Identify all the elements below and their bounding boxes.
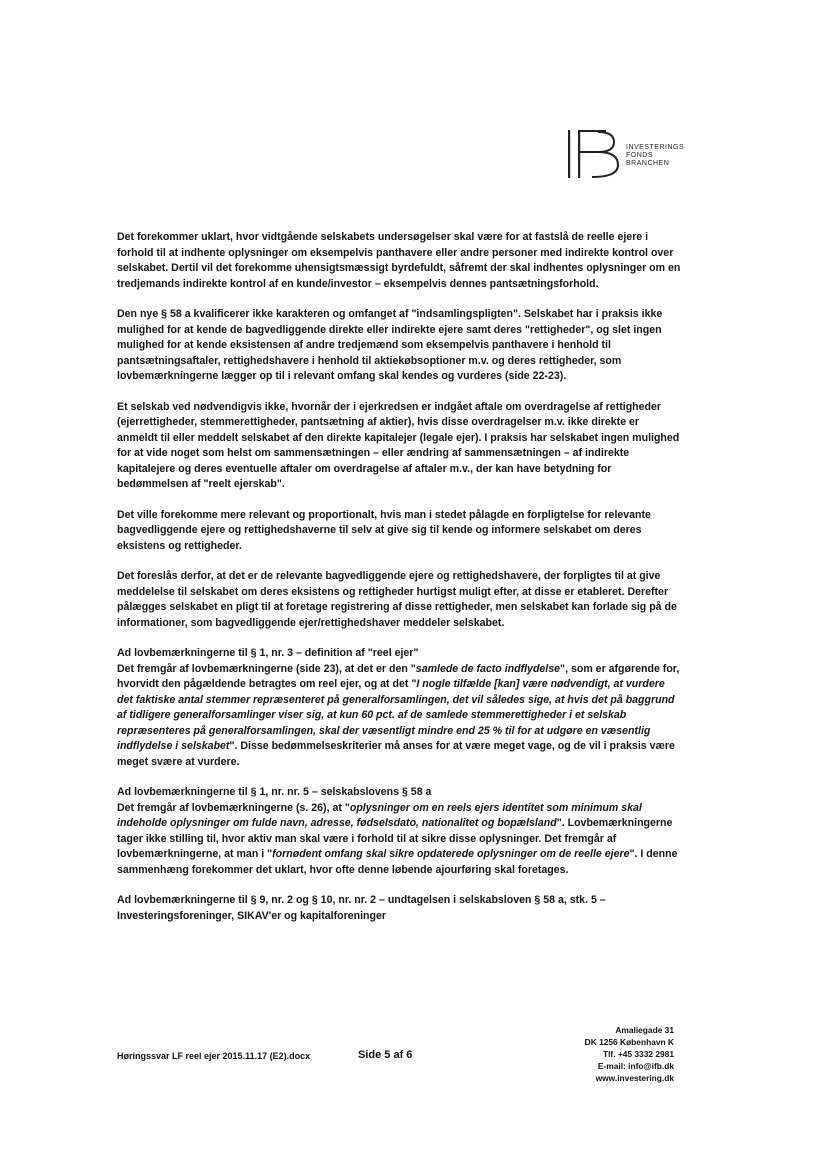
section-text-58a [117, 801, 682, 879]
footer-address [585, 1024, 674, 1084]
ifb-logo-wordmark [626, 144, 684, 168]
footer-filename: Høringssvar LF reel ejer 2015.11.17 (E2).docx [117, 1051, 311, 1061]
address-city: DK 1256 København K [584, 1037, 674, 1047]
section-heading-58a: Ad lovbemærkningerne til § 1, nr. nr. 5 – selskabslovens § 58 a [117, 786, 432, 798]
address-phone: Tlf. +45 3332 2981 [602, 1049, 674, 1059]
logo-line-2: FONDS [626, 152, 653, 159]
quote-run: I nogle tilfælde [kan] være nødvendigt, at vurdere det faktiske antal stemmer repræsenteret på generalforsamlingen, det vil således sige, at hvis det på baggrund af tidligere generalforsamlinger viser sig, at kun 60 pct. af de samlede stemmerettigheder i et selskab repræsenteres på generalforsamlingen, skal der væsentligt mindre end 25 % til for at udgøre en væsentlig indflydelse i selskabet [117, 678, 675, 752]
footer-page-number: Side 5 af 6 [358, 1049, 413, 1061]
paragraph-1: Det forekommer uklart, hvor vidtgående selskabets undersøgelser skal være for at fastslå de reelle ejere i forhold til at indhente oplysninger om eksempelvis panthavere eller andre personer med indirekte kontrol over selskabet. Dertil vil det forekomme uhensigtsmæssigt byrdefuldt, såfremt der skal indhentes oplysninger om en tredjemands indirekte kontrol af en kunde/investor – eksempelvis dennes pantsætningsforhold. [117, 231, 681, 290]
quote-run: oplysninger om en reels ejers identitet som minimum skal indeholde oplysninger om fulde navn, adresse, fødselsdato, nationalitet og bopælsland [117, 801, 642, 829]
paragraph-5: Det foreslås derfor, at det er de relevante bagvedliggende ejere og rettighedshavere, der forpligtes til at give meddelelse til selskabet om deres eksistens og rettigheder hurtigst muligt efter, at disse er etableret. Derefter pålægges selskabet en pligt til at foretage registrering af disse rettigheder, men selskabet kan forlade sig på de informationer, som bagvedliggende ejer/rettighedshaver meddeler selskabet. [117, 570, 677, 629]
ifb-logo-mark-icon [564, 128, 624, 180]
logo-line-3: BRANCHEN [626, 160, 670, 167]
quote-run: fornødent omfang skal sikre opdaterede oplysninger om de reelle ejere [272, 848, 630, 860]
text-run: ". Disse bedømmelseskriterier må anses for at være meget vage, og de vil i praksis være meget svære at vurdere. [117, 740, 675, 768]
quote-run: samlede de facto indflydelse [415, 662, 561, 675]
text-run: ". Lovbemærkningerne tager ikke stilling til, hvor aktiv man skal være i forhold til at sikre disse oplysninger. Det fremgår af lovbemærkningerne, at man i " [117, 817, 673, 860]
text-run: Det fremgår af lovbemærkningerne (s. 26), at " [117, 801, 350, 814]
text-run: Det fremgår af lovbemærkningerne (side 23), at det er den " [117, 662, 416, 675]
logo-line-1: INVESTERINGS [626, 144, 685, 151]
address-web: www.investering.dk [595, 1073, 674, 1083]
address-street: Amaliegade 31 [615, 1025, 674, 1035]
paragraph-4: Det ville forekomme mere relevant og proportionalt, hvis man i stedet pålagde en forpligtelse for relevante bagvedliggende ejere og rettighedshaverne til selv at give sig til kende og informere selskabet om deres eksistens og rettigheder. [117, 508, 651, 552]
document-body [117, 230, 682, 924]
paragraph-3: Et selskab ved nødvendigvis ikke, hvornår der i ejerkredsen er indgået aftale om overdragelse af rettigheder (ejerrettigheder, stemmerettigheder, pantsætning af aktier), hvis disse overdragelser m.v. ikke direkte er anmeldt til eller meddelt selskabet af den direkte kapitalejer (legale ejer). I praksis har selskabet ingen mulighed for at vide noget som helst om sammensætningen – eller ændring af sammensætningen – af indirekte kapitalejere og deres eventuelle aftaler om overdragelse af aftaler m.v., der kan have betydning for bedømmelsen af "reelt ejerskab". [117, 400, 680, 490]
section-text-reel-ejer [117, 662, 682, 771]
section-heading-investeringsforeninger: Ad lovbemærkningerne til § 9, nr. 2 og § 10, nr. nr. 2 – undtagelsen i selskabsloven § 58 a, stk. 5 – Investeringsforeninger, SIKAV'er og kapitalforeninger [117, 894, 606, 922]
ifb-logo [564, 128, 704, 180]
section-heading-reel-ejer: Ad lovbemærkningerne til § 1, nr. 3 – definition af "reel ejer" [117, 647, 419, 659]
text-run: ", som er afgørende for, hvorvidt den pågældende betragtes om reel ejer, og at det " [117, 662, 680, 690]
address-email: E-mail: info@ifb.dk [597, 1061, 674, 1071]
paragraph-2: Den nye § 58 a kvalificerer ikke karakteren og omfanget af "indsamlingspligten". Selskabet har i praksis ikke mulighed for at kende de bagvedliggende direkte eller indirekte ejere samt deres "rettigheder", og slet ingen mulighed for at kende eksistensen af andre tredjemænd som eksempelvis panthavere i henhold til pantsætningsaftaler, rettighedshavere i henhold til aktiekøbsoptioner m.v. og deres rettigheder, som lovbemærkningerne lægger op til i relevant omfang skal kendes og vurderes (side 22-23). [117, 308, 663, 382]
text-run: ". I denne sammenhæng forekommer det uklart, hvor ofte denne løbende ajourføring skal foretages. [117, 848, 678, 876]
